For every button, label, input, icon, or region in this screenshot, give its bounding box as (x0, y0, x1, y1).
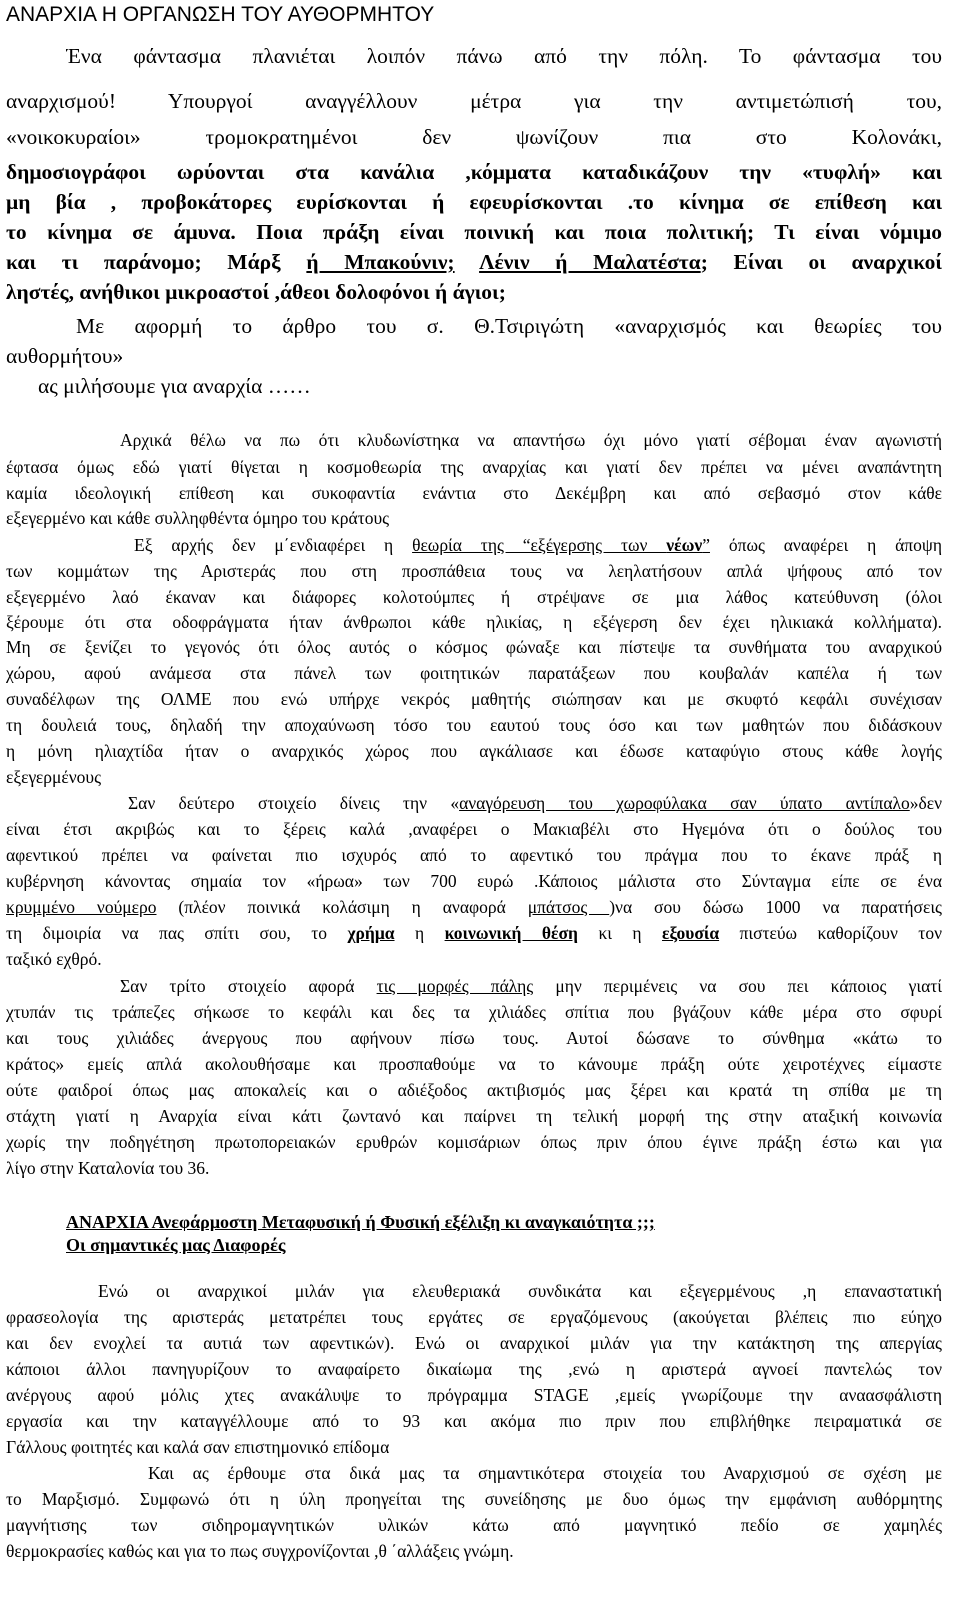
body-line: χτυπάν τις τράπεζες σήκωσε το κεφάλι και δες τα χιλιάδες σπίτια που βγάζουν κάθε μέρα στο σφυρί (6, 1004, 942, 1022)
body-underlined-text: νέων (666, 537, 703, 555)
body-line: ανέργους αφού μόλις χτες ανακάλυψε το πρόγραμμα STAGE ,εμείς γνωρίζουμε την αναασφάλιστη (6, 1387, 942, 1405)
body-bold-underlined-text: εξουσία (662, 925, 720, 943)
body-line: εξεγερμένους (6, 769, 102, 787)
body-underlined-text: ” (702, 537, 710, 555)
intro-line: Με αφορμή το άρθρο του σ. Θ.Τσιριγώτη «αναρχισμός και θεωρίες του (76, 316, 942, 338)
body-line: θερμοκρασίες καθώς και για το πως συγχρονίζονται ,θ ΄αλλάξεις γνώμη. (6, 1543, 514, 1561)
body-text: μην περιμένεις να σου πει κάποιος γιατί (533, 978, 942, 996)
body-line: των κομμάτων της Αριστεράς που στη προσπάθεια τους να λεηλατήσουν απλά ψήφους από τον (6, 563, 942, 581)
body-line: Γάλλους φοιτητές και καλά σαν επιστημονικό επίδομα (6, 1439, 390, 1457)
body-text: η (394, 925, 445, 943)
body-line: χωρίς την ποδηγέτηση πρωτοπορειακών ερυθρών κομισάριων όπως πριν όπου έγινε πράξη έστω και για (6, 1134, 942, 1152)
body-line: τη δουλειά τους, δηλαδή την αποχαύνωση τόσο του εαυτού τους όσο και των μαθητών που διδάσκουν (6, 717, 942, 735)
body-text: »δεν (909, 795, 942, 813)
intro-line: το κίνημα σε άμυνα. Ποια πράξη είναι ποινική και ποια πολιτική; Τι είναι νόμιμο (6, 222, 942, 244)
body-text: )να σου δώσω 1000 να παρατήσεις (609, 899, 942, 917)
intro-line: δημοσιογράφοι ωρύονται στα κανάλια ,κόμματα καταδικάζουν την «τυφλή» και (6, 162, 942, 184)
intro-line: μη βία , προβοκάτορες ευρίσκονται ή εφευρίσκονται .το κίνημα σε επίθεση και (6, 192, 942, 214)
body-line: συναδέλφων της ΟΛΜΕ που ενώ υπήρχε νεκρός μαθητής σιώπησαν και με σκυφτό κεφάλι συνέχισαν (6, 691, 942, 709)
body-line (6, 899, 942, 917)
body-line: Και ας έρθουμε στα δικά μας τα σημαντικότερα στοιχεία του Αναρχισμού σε σχέση με (148, 1465, 942, 1483)
body-line: έφτασα όμως εδώ γιατί θίγεται η κοσμοθεωρία της αναρχίας και γιατί δεν πρέπει να μένει αναπάντητη (6, 459, 942, 477)
body-line: ταξικό εχθρό. (6, 951, 102, 969)
body-line: ξέρουμε ότι στα οδοφράγματα ήταν άνθρωποι κάθε ηλικίας, η εξέγερση δεν έχει ηλικιακά κολλήματα). (6, 614, 942, 632)
body-line: αφεντικού πρέπει να φαίνεται πιο ισχυρός από το αφεντικό του πράγμα που το έκανε πράξ η (6, 847, 942, 865)
intro-line: Ένα φάντασμα πλανιέται λοιπόν πάνω από την πόλη. Το φάντασμα του (66, 46, 942, 68)
body-text: Σαν τρίτο στοιχείο αφορά (120, 978, 377, 996)
body-text: όπως αναφέρει η άποψη (709, 537, 942, 555)
intro-line: ας μιλήσουμε για αναρχία …… (38, 376, 311, 398)
section-heading: ΑΝΑΡΧΙΑ Ανεφάρμοστη Μεταφυσική ή Φυσική εξέλιξη κι αναγκαιότητα ;;; (66, 1213, 655, 1231)
body-line: εξεγερμένο και κάθε συλληφθέντα όμηρο του κράτους (6, 510, 390, 528)
body-text: Σαν δεύτερο στοιχείο δίνεις την « (128, 795, 460, 813)
body-line: λίγο στην Καταλονία του 36. (6, 1160, 210, 1178)
body-line (128, 795, 942, 813)
body-line: ούτε φαιδροί όπως μας αποκαλείς και ο αδιέξοδος ακτιβισμός μας ξέρει και κρατά τη σπίθα με τη (6, 1082, 942, 1100)
body-line (120, 978, 942, 996)
body-line: καμία ιδεολογική επίθεση και συκοφαντία ενάντια στο Δεκέμβρη και από σεβασμό στον κάθε (6, 485, 942, 503)
body-underlined-text: τις μορφές πάλης (376, 978, 534, 996)
body-line: στάχτη γιατί η Αναρχία είναι κάτι ζωντανό και παίρνει τη τελική μορφή της στην αταξική κοινωνία (6, 1108, 942, 1126)
body-line: είναι έτσι ακριβώς και το ξέρεις καλά ,αναφέρει ο Μακιαβέλι στο Ηγεμόνα ότι ο δούλος του (6, 821, 942, 839)
intro-underlined-text: ή Μπακούνιν; (306, 252, 455, 274)
body-line: εργασία και την καταγγέλλουμε από το 93 και ακόμα πιο πριν που επιβλήθηκε πειραματικά σε (6, 1413, 942, 1431)
intro-line: «νοικοκυραίοι» τρομοκρατημένοι δεν ψωνίζουν πια στο Κολονάκι, (6, 127, 942, 149)
intro-line: ληστές, ανήθικοι μικροαστοί ,άθεοι δολοφόνοι ή άγιοι; (6, 282, 506, 304)
document-title: ΑΝΑΡΧΙΑ Η ΟΡΓΑΝΩΣΗ ΤΟΥ ΑΥΘΟΡΜΗΤΟΥ (6, 4, 435, 25)
body-line: χώρου, αφού ανάμεσα στα πάνελ των φοιτητικών παρατάξεων που κουβαλάν καπέλα ή των (6, 665, 942, 683)
body-line: Ενώ οι αναρχικοί μιλάν για ελευθεριακά συνδικάτα και εξεγερμένους ,η επαναστατική (98, 1283, 942, 1301)
body-line: Μη σε ξενίζει το γεγονός ότι όλος αυτός ο κόσμος φώναξε και πίστεψε τα συνθήματα του αναρχικού (6, 639, 942, 657)
intro-line (6, 252, 942, 274)
intro-text (455, 252, 480, 274)
body-underlined-text: θεωρία της “εξέγερσης των (412, 537, 667, 555)
body-bold-underlined-text: χρήμα (347, 925, 395, 943)
intro-underlined-text: Λένιν ή Μαλατέστα (479, 252, 701, 274)
body-text: τη διμοιρία να πας σπίτι σου, το (6, 925, 348, 943)
section-subheading: Οι σημαντικές μας Διαφορές (66, 1236, 286, 1254)
body-text: πιστεύω καθορίζουν τον (719, 925, 942, 943)
intro-text: και τι παράνομο; Μάρξ (6, 252, 307, 274)
body-line: κάποιοι άλλοι πανηγυρίζουν το αναφαίρετο δικαίωμα της ,ενώ η αριστερά αγνοεί παντελώς τον (6, 1361, 942, 1379)
body-bold-underlined-text: κοινωνική θέση (444, 925, 578, 943)
body-line: και τους χιλιάδες άνεργους που αφήνουν πίσω τους. Αυτοί δώσανε το σύνθημα «κάτω το (6, 1030, 942, 1048)
body-line: η μόνη ηλιαχτίδα ήταν ο αναρχικός χώρος που αγκάλιασε και έδωσε καταφύγιο στους κάθε λογής (6, 743, 942, 761)
body-line: το Μαρξισμό. Συμφωνώ ότι η ύλη προηγείται της συνείδησης με δυο όμως την εμφάνιση αυθόρμητης (6, 1491, 942, 1509)
body-line (134, 537, 942, 555)
body-underlined-text: μπάτσος (527, 899, 610, 917)
intro-line: αναρχισμού! Υπουργοί αναγγέλλουν μέτρα για την αντιμετώπισή του, (6, 91, 942, 113)
intro-text: ; Είναι οι αναρχικοί (700, 252, 942, 274)
body-line: Αρχικά θέλω να πω ότι κλυδωνίστηκα να απαντήσω όχι μόνο γιατί σέβομαι έναν αγωνιστή (120, 432, 942, 450)
body-text: Εξ αρχής δεν μ΄ενδιαφέρει η (134, 537, 413, 555)
body-line (6, 925, 942, 943)
body-line: φρασεολογία της αριστεράς μετατρέπει τους εργάτες σε εργαζόμενους (ακούγεται βλέπεις πιο εύηχο (6, 1309, 942, 1327)
body-line: μαγνήτισης των σιδηρομαγνητικών υλικών κάτω από μαγνητικό πεδίο σε χαμηλές (6, 1517, 942, 1535)
body-line: και δεν ενοχλεί τα αυτιά των αφεντικών). Ενώ οι αναρχικοί μιλάν για την κατάκτηση της απεργίας (6, 1335, 942, 1353)
body-text: κι η (578, 925, 663, 943)
body-underlined-text: κρυμμένο νούμερο (6, 899, 157, 917)
body-line: κυβέρνηση κάνοντας σημαία τον «ήρωα» των 700 ευρώ .Κάποιος μάλιστα στο Σύνταγμα είπε σε ένα (6, 873, 942, 891)
body-text: (πλέον ποινικά κολάσιμη η αναφορά (156, 899, 528, 917)
body-line: κράτος» εμείς απλά ακολουθήσαμε και προσπαθούμε να το κάνουμε πράξη ούτε χειροτέχνες είμαστε (6, 1056, 942, 1074)
body-underlined-text: αναγόρευση του χωροφύλακα σαν ύπατο αντίπαλο (459, 795, 910, 813)
body-line: εξεγερμένο λαό έκαναν και διάφορες κολοτούμπες ή στρέψανε σε μια λάθος κατεύθυνση (όλοι (6, 589, 942, 607)
intro-line: αυθορμήτου» (6, 346, 124, 368)
